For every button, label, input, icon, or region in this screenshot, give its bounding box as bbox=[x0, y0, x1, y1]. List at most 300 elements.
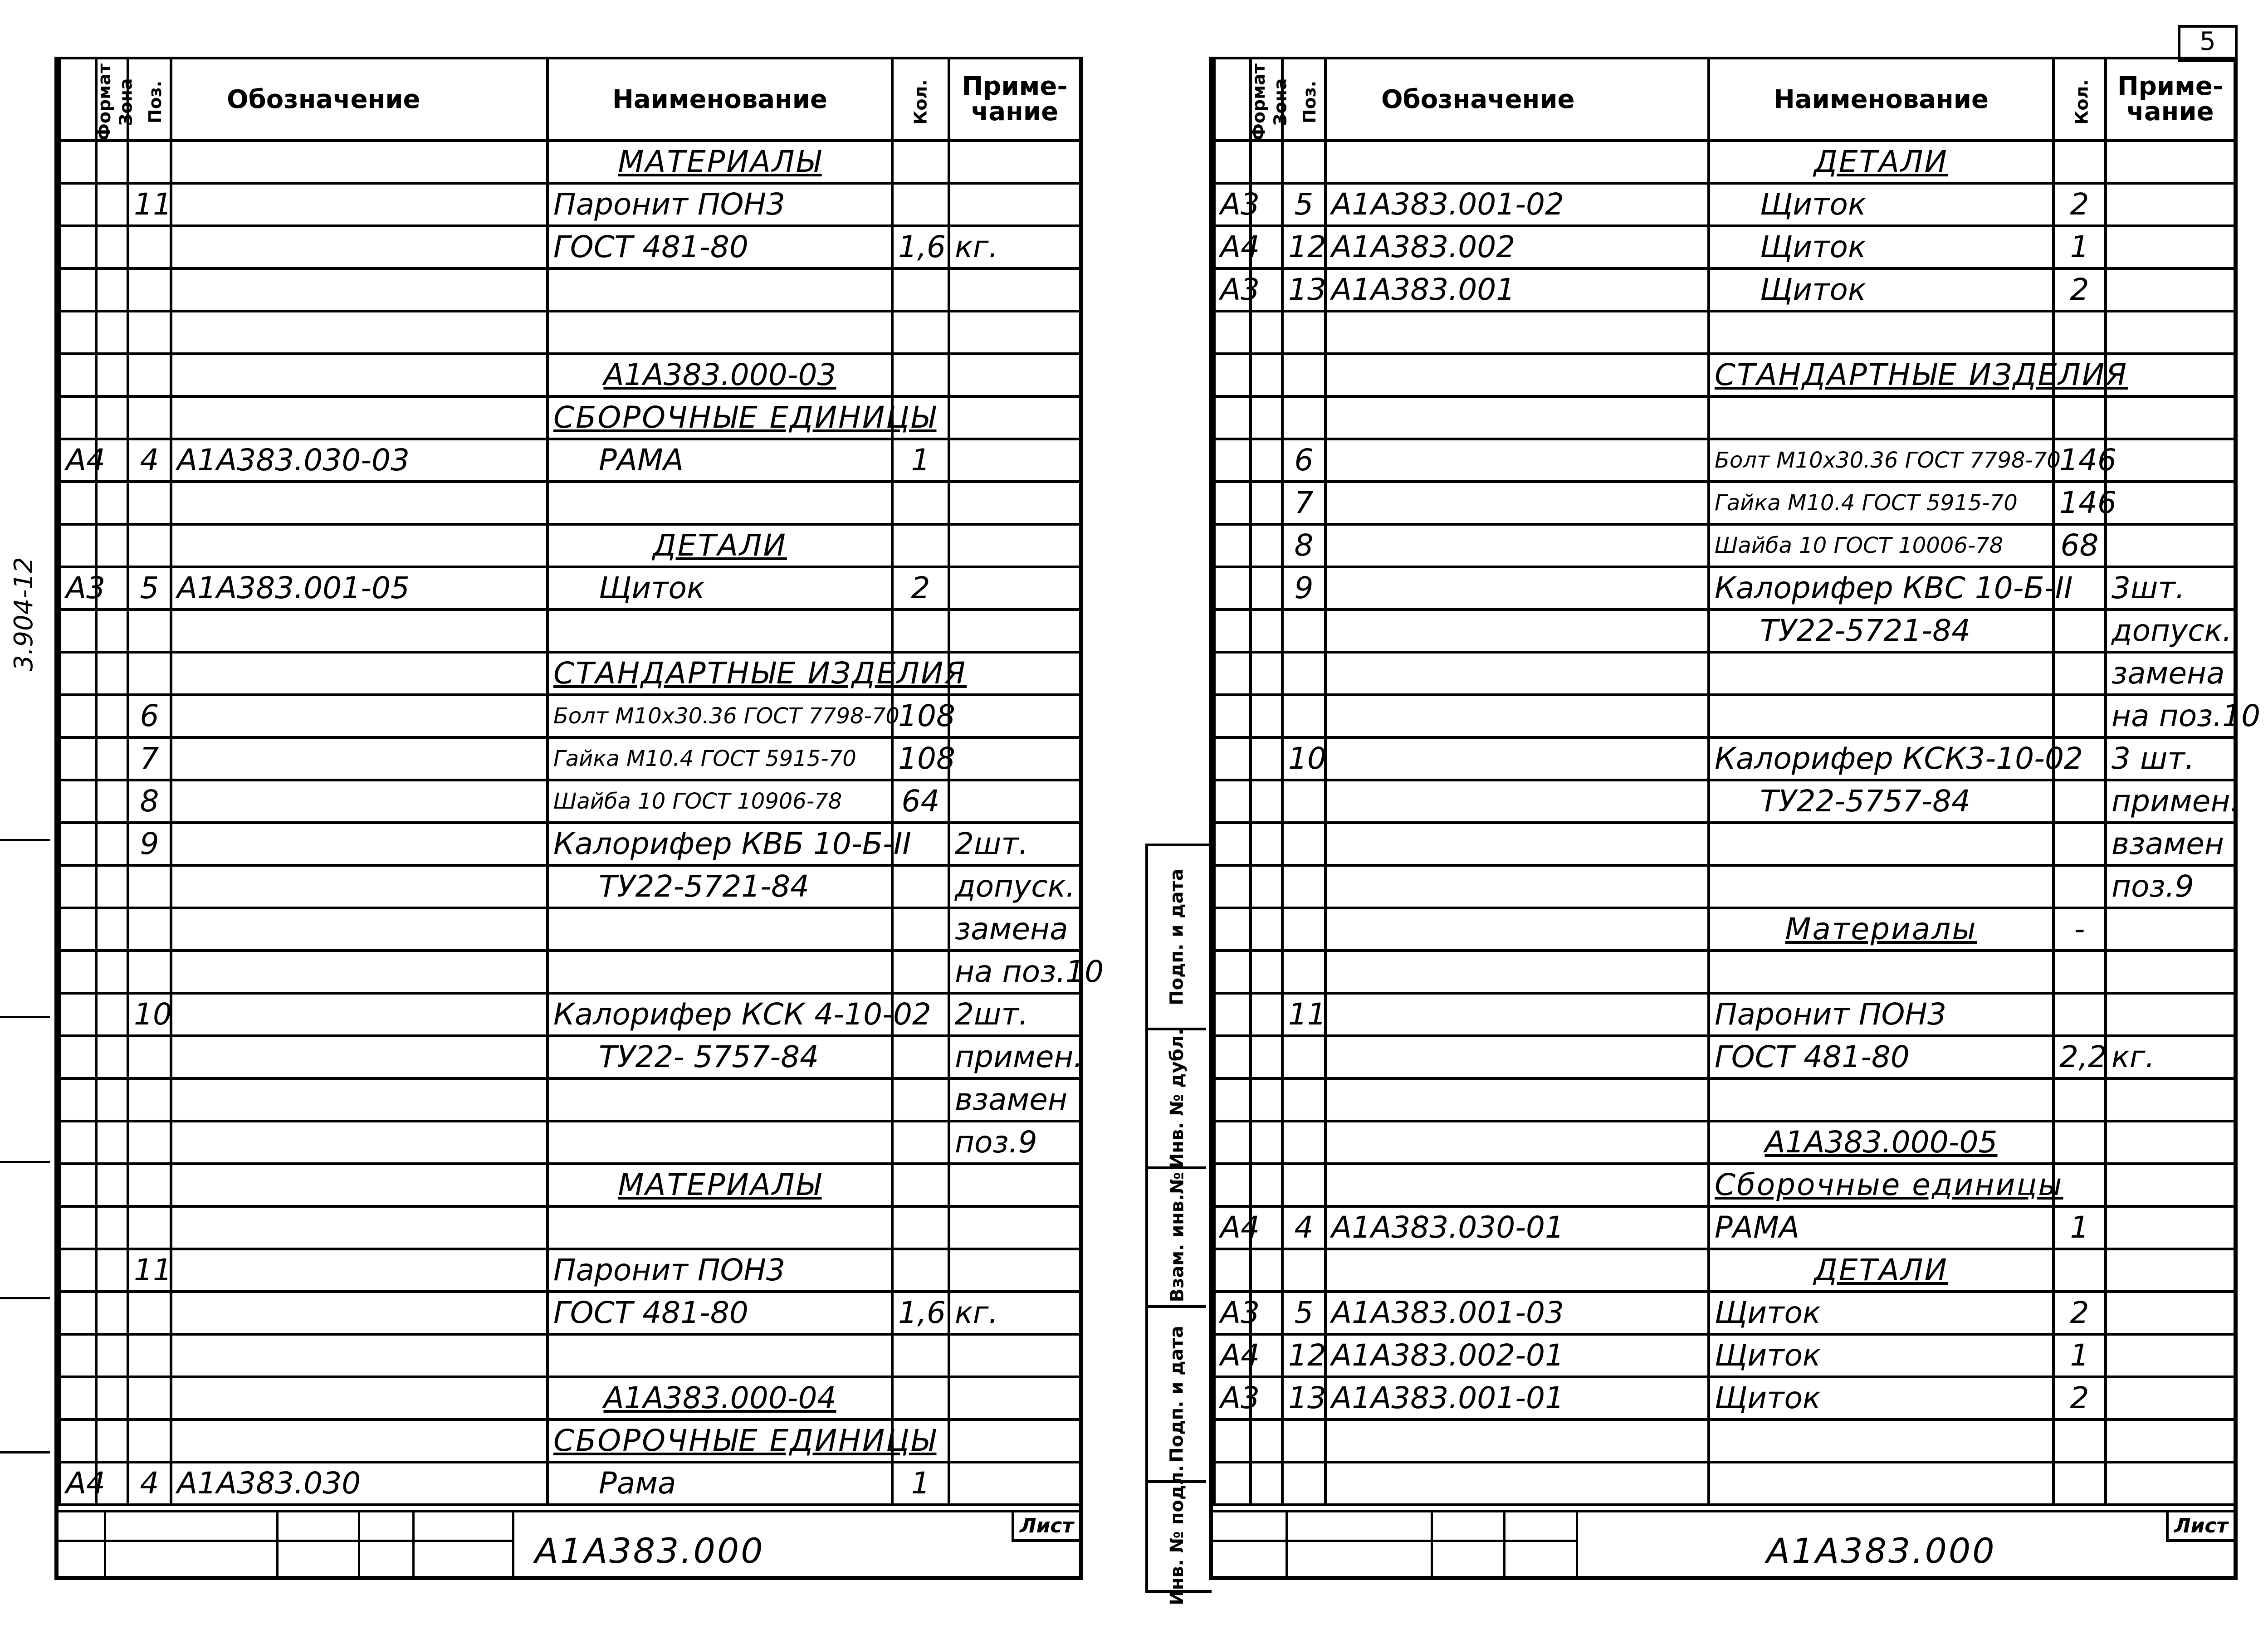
cell-zone bbox=[1251, 396, 1282, 439]
cell-format bbox=[60, 951, 96, 993]
cell-pos bbox=[1282, 610, 1325, 652]
cell-name bbox=[1709, 695, 2053, 737]
cell-format bbox=[1214, 396, 1251, 439]
cell-format bbox=[60, 396, 96, 439]
table-row bbox=[60, 695, 1080, 737]
cell-qty: 2,2 bbox=[2053, 1036, 2106, 1078]
table-row bbox=[60, 1078, 1080, 1121]
cell-name bbox=[1709, 951, 2053, 993]
cell-name bbox=[1709, 1462, 2053, 1505]
cell-pos bbox=[128, 652, 171, 695]
cell-designation bbox=[1325, 396, 1709, 439]
cell-designation bbox=[1325, 780, 1709, 823]
cell-designation bbox=[171, 695, 547, 737]
cell-name: ДЕТАЛИ bbox=[1709, 141, 2053, 183]
cell-designation: А1А383.002-01 bbox=[1325, 1334, 1709, 1377]
cell-zone bbox=[96, 1164, 128, 1206]
cell-format bbox=[1214, 695, 1251, 737]
cell-zone bbox=[1251, 737, 1282, 780]
header-name: Наименование bbox=[547, 58, 892, 141]
cell-zone bbox=[1251, 439, 1282, 482]
cell-name: Болт М10х30.36 ГОСТ 7798-70 bbox=[1709, 439, 2053, 482]
table-row bbox=[60, 737, 1080, 780]
cell-qty: 1,6 bbox=[892, 1292, 949, 1334]
cell-pos bbox=[1282, 695, 1325, 737]
table-row bbox=[60, 311, 1080, 354]
cell-note: примен. bbox=[949, 1036, 1080, 1078]
cell-note bbox=[949, 141, 1080, 183]
table-row bbox=[60, 1334, 1080, 1377]
cell-note: кг. bbox=[949, 1292, 1080, 1334]
cell-zone bbox=[1251, 524, 1282, 567]
cell-pos bbox=[128, 226, 171, 268]
cell-pos bbox=[1282, 311, 1325, 354]
cell-designation bbox=[171, 183, 547, 226]
header-note: Приме- чание bbox=[2106, 58, 2235, 141]
cell-designation bbox=[171, 780, 547, 823]
cell-pos bbox=[1282, 780, 1325, 823]
table-row bbox=[1214, 524, 2235, 567]
cell-format bbox=[1214, 1419, 1251, 1462]
cell-designation bbox=[1325, 1462, 1709, 1505]
cell-designation bbox=[171, 1377, 547, 1419]
cell-designation: А1А383.001-01 bbox=[1325, 1377, 1709, 1419]
table-row bbox=[60, 226, 1080, 268]
margin-tick bbox=[0, 1451, 50, 1454]
cell-zone bbox=[96, 1121, 128, 1164]
cell-format: А3 bbox=[60, 567, 96, 610]
cell-designation bbox=[171, 1078, 547, 1121]
title-block-left bbox=[59, 1510, 1079, 1576]
cell-pos bbox=[128, 268, 171, 311]
header-zone: Зона bbox=[96, 58, 128, 141]
table-row bbox=[60, 354, 1080, 396]
cell-designation bbox=[171, 1292, 547, 1334]
cell-zone bbox=[96, 737, 128, 780]
cell-format: А3 bbox=[1214, 268, 1251, 311]
table-row bbox=[60, 1462, 1080, 1505]
cell-designation bbox=[1325, 652, 1709, 695]
cell-qty: 68 bbox=[2053, 524, 2106, 567]
cell-name: Калорифер КСК 4-10-02 bbox=[547, 993, 892, 1036]
cell-format bbox=[60, 993, 96, 1036]
table-row bbox=[1214, 823, 2235, 865]
stamp-cell: Инв. № дубл. bbox=[1148, 1030, 1206, 1169]
cell-note bbox=[2106, 268, 2235, 311]
cell-note bbox=[949, 780, 1080, 823]
cell-name bbox=[547, 1206, 892, 1249]
cell-name: СТАНДАРТНЫЕ ИЗДЕЛИЯ bbox=[547, 652, 892, 695]
table-row bbox=[1214, 865, 2235, 908]
cell-zone bbox=[96, 951, 128, 993]
table-row bbox=[1214, 1419, 2235, 1462]
cell-qty: - bbox=[2053, 908, 2106, 951]
cell-pos bbox=[128, 1377, 171, 1419]
cell-pos bbox=[1282, 396, 1325, 439]
cell-zone bbox=[1251, 482, 1282, 524]
cell-name: Калорифер КВБ 10-Б-II bbox=[547, 823, 892, 865]
cell-note: допуск. bbox=[949, 865, 1080, 908]
cell-note: поз.9 bbox=[2106, 865, 2235, 908]
cell-pos bbox=[1282, 652, 1325, 695]
table-row bbox=[60, 823, 1080, 865]
cell-qty bbox=[2053, 311, 2106, 354]
cell-pos bbox=[128, 482, 171, 524]
table-row bbox=[1214, 780, 2235, 823]
cell-name: Калорифер КСК3-10-02 bbox=[1709, 737, 2053, 780]
cell-pos: 12 bbox=[1282, 1334, 1325, 1377]
cell-note bbox=[2106, 141, 2235, 183]
cell-note bbox=[2106, 908, 2235, 951]
cell-format bbox=[60, 695, 96, 737]
cell-format bbox=[60, 1206, 96, 1249]
cell-zone bbox=[1251, 865, 1282, 908]
table-row bbox=[1214, 1249, 2235, 1292]
cell-pos bbox=[1282, 354, 1325, 396]
table-row bbox=[60, 439, 1080, 482]
cell-designation bbox=[1325, 737, 1709, 780]
cell-name: ГОСТ 481-80 bbox=[1709, 1036, 2053, 1078]
cell-pos: 4 bbox=[128, 439, 171, 482]
table-row bbox=[60, 652, 1080, 695]
title-block-right bbox=[1213, 1510, 2234, 1576]
cell-qty bbox=[2053, 951, 2106, 993]
cell-designation bbox=[171, 1334, 547, 1377]
cell-designation: А1А383.030-01 bbox=[1325, 1206, 1709, 1249]
cell-name bbox=[547, 1334, 892, 1377]
cell-note bbox=[949, 439, 1080, 482]
cell-note bbox=[949, 1206, 1080, 1249]
cell-zone bbox=[1251, 1462, 1282, 1505]
table-row bbox=[60, 482, 1080, 524]
cell-note bbox=[949, 482, 1080, 524]
cell-qty bbox=[2053, 1462, 2106, 1505]
cell-zone bbox=[96, 1249, 128, 1292]
cell-zone bbox=[1251, 652, 1282, 695]
header-designation: Обозначение bbox=[171, 58, 547, 141]
cell-note bbox=[949, 1377, 1080, 1419]
cell-pos bbox=[128, 1078, 171, 1121]
cell-note: взамен bbox=[949, 1078, 1080, 1121]
cell-qty bbox=[892, 1036, 949, 1078]
cell-format bbox=[60, 780, 96, 823]
cell-qty: 2 bbox=[2053, 268, 2106, 311]
cell-name: Паронит ПОН3 bbox=[1709, 993, 2053, 1036]
cell-qty: 2 bbox=[892, 567, 949, 610]
header-designation: Обозначение bbox=[1325, 58, 1709, 141]
cell-pos bbox=[1282, 1462, 1325, 1505]
cell-format bbox=[60, 268, 96, 311]
cell-pos: 6 bbox=[128, 695, 171, 737]
left-sheet bbox=[54, 57, 1104, 1580]
cell-note bbox=[2106, 1206, 2235, 1249]
cell-zone bbox=[96, 524, 128, 567]
cell-zone bbox=[96, 1036, 128, 1078]
cell-zone bbox=[96, 141, 128, 183]
cell-note bbox=[949, 311, 1080, 354]
cell-designation bbox=[1325, 865, 1709, 908]
table-row bbox=[1214, 652, 2235, 695]
cell-qty: 146 bbox=[2053, 482, 2106, 524]
cell-format: А4 bbox=[60, 439, 96, 482]
table-row bbox=[1214, 1334, 2235, 1377]
cell-note bbox=[949, 268, 1080, 311]
cell-note bbox=[949, 737, 1080, 780]
cell-qty bbox=[2053, 1249, 2106, 1292]
cell-pos bbox=[1282, 1036, 1325, 1078]
cell-name bbox=[1709, 396, 2053, 439]
margin-note: 3.904-12 bbox=[9, 557, 39, 671]
header-name: Наименование bbox=[1709, 58, 2053, 141]
cell-pos: 11 bbox=[1282, 993, 1325, 1036]
cell-format bbox=[1214, 567, 1251, 610]
cell-note bbox=[949, 183, 1080, 226]
cell-qty bbox=[2053, 1078, 2106, 1121]
cell-note bbox=[2106, 524, 2235, 567]
cell-zone bbox=[96, 1078, 128, 1121]
table-row bbox=[60, 610, 1080, 652]
table-row bbox=[1214, 1164, 2235, 1206]
cell-format bbox=[1214, 865, 1251, 908]
cell-qty bbox=[892, 524, 949, 567]
cell-designation bbox=[171, 652, 547, 695]
cell-designation bbox=[171, 610, 547, 652]
cell-note bbox=[949, 567, 1080, 610]
cell-designation bbox=[171, 268, 547, 311]
cell-name: Шайба 10 ГОСТ 10006-78 bbox=[1709, 524, 2053, 567]
cell-qty bbox=[892, 1334, 949, 1377]
cell-note bbox=[2106, 226, 2235, 268]
cell-format bbox=[1214, 1164, 1251, 1206]
sheet-label: Лист bbox=[1012, 1512, 1079, 1542]
cell-pos bbox=[128, 865, 171, 908]
table-row bbox=[60, 524, 1080, 567]
cell-name: Щиток bbox=[1709, 1377, 2053, 1419]
cell-note: замена bbox=[2106, 652, 2235, 695]
cell-qty: 108 bbox=[892, 695, 949, 737]
cell-zone bbox=[96, 865, 128, 908]
cell-format: А3 bbox=[1214, 183, 1251, 226]
cell-note: на поз.10 bbox=[2106, 695, 2235, 737]
table-row bbox=[1214, 908, 2235, 951]
cell-name bbox=[547, 311, 892, 354]
cell-zone bbox=[96, 268, 128, 311]
cell-zone bbox=[1251, 695, 1282, 737]
cell-format: А3 bbox=[1214, 1377, 1251, 1419]
cell-name bbox=[547, 951, 892, 993]
table-row bbox=[60, 1036, 1080, 1078]
cell-note: 2шт. bbox=[949, 823, 1080, 865]
table-row bbox=[1214, 1377, 2235, 1419]
cell-qty: 1 bbox=[892, 439, 949, 482]
table-row bbox=[60, 141, 1080, 183]
cell-note bbox=[2106, 993, 2235, 1036]
cell-pos bbox=[128, 311, 171, 354]
cell-format bbox=[60, 1334, 96, 1377]
cell-note: на поз.10 bbox=[949, 951, 1080, 993]
cell-name: А1А383.000-05 bbox=[1709, 1121, 2053, 1164]
header-zone: Зона bbox=[1251, 58, 1282, 141]
cell-format bbox=[1214, 823, 1251, 865]
cell-designation bbox=[1325, 993, 1709, 1036]
cell-pos: 13 bbox=[1282, 268, 1325, 311]
cell-format bbox=[60, 1377, 96, 1419]
cell-qty: 108 bbox=[892, 737, 949, 780]
cell-pos bbox=[128, 1036, 171, 1078]
cell-zone bbox=[1251, 1121, 1282, 1164]
cell-format bbox=[1214, 1078, 1251, 1121]
cell-format bbox=[60, 1292, 96, 1334]
cell-pos: 11 bbox=[128, 1249, 171, 1292]
cell-note bbox=[2106, 1292, 2235, 1334]
header-qty: Кол. bbox=[892, 58, 949, 141]
cell-note bbox=[949, 695, 1080, 737]
cell-format bbox=[60, 652, 96, 695]
cell-designation bbox=[1325, 1036, 1709, 1078]
cell-zone bbox=[1251, 141, 1282, 183]
cell-name: Гайка М10.4 ГОСТ 5915-70 bbox=[1709, 482, 2053, 524]
cell-format bbox=[1214, 311, 1251, 354]
table-row bbox=[1214, 1206, 2235, 1249]
cell-pos bbox=[1282, 1419, 1325, 1462]
cell-qty bbox=[892, 1164, 949, 1206]
table-row bbox=[60, 1206, 1080, 1249]
cell-name: ГОСТ 481-80 bbox=[547, 226, 892, 268]
cell-designation bbox=[171, 226, 547, 268]
table-row bbox=[1214, 1121, 2235, 1164]
cell-zone bbox=[1251, 1036, 1282, 1078]
cell-name: ТУ22-5757-84 bbox=[1709, 780, 2053, 823]
cell-qty bbox=[2053, 695, 2106, 737]
cell-qty bbox=[2053, 610, 2106, 652]
table-row bbox=[1214, 311, 2235, 354]
cell-name: А1А383.000-04 bbox=[547, 1377, 892, 1419]
cell-format bbox=[1214, 439, 1251, 482]
cell-designation bbox=[171, 482, 547, 524]
cell-format bbox=[1214, 737, 1251, 780]
cell-format bbox=[1214, 524, 1251, 567]
table-row bbox=[1214, 1036, 2235, 1078]
cell-note bbox=[2106, 1419, 2235, 1462]
cell-note bbox=[2106, 311, 2235, 354]
table-row bbox=[60, 1164, 1080, 1206]
cell-name bbox=[1709, 1078, 2053, 1121]
cell-zone bbox=[1251, 823, 1282, 865]
cell-designation bbox=[1325, 1164, 1709, 1206]
cell-designation: А1А383.001-03 bbox=[1325, 1292, 1709, 1334]
stamp-cell: Подп. и дата bbox=[1148, 846, 1206, 1030]
table-row bbox=[1214, 1462, 2235, 1505]
cell-note bbox=[949, 1249, 1080, 1292]
cell-designation: А1А383.030 bbox=[171, 1462, 547, 1505]
cell-name bbox=[1709, 823, 2053, 865]
cell-format bbox=[1214, 1462, 1251, 1505]
cell-name bbox=[1709, 652, 2053, 695]
cell-format bbox=[60, 908, 96, 951]
cell-designation bbox=[171, 1206, 547, 1249]
page-number: 5 bbox=[2178, 25, 2238, 62]
cell-format bbox=[1214, 1121, 1251, 1164]
cell-zone bbox=[96, 396, 128, 439]
cell-qty: 1 bbox=[2053, 1334, 2106, 1377]
cell-name bbox=[547, 908, 892, 951]
spec-table-left bbox=[59, 57, 1104, 1506]
cell-pos bbox=[128, 354, 171, 396]
cell-pos: 13 bbox=[1282, 1377, 1325, 1419]
cell-qty bbox=[892, 1121, 949, 1164]
cell-designation bbox=[1325, 354, 1709, 396]
stamp-strip bbox=[1145, 844, 1212, 1605]
cell-note bbox=[949, 354, 1080, 396]
cell-pos bbox=[128, 610, 171, 652]
cell-pos bbox=[128, 908, 171, 951]
cell-name: СТАНДАРТНЫЕ ИЗДЕЛИЯ bbox=[1709, 354, 2053, 396]
cell-pos: 5 bbox=[1282, 1292, 1325, 1334]
cell-zone bbox=[1251, 354, 1282, 396]
cell-name bbox=[547, 268, 892, 311]
table-row bbox=[60, 1419, 1080, 1462]
table-row bbox=[1214, 737, 2235, 780]
cell-note bbox=[949, 396, 1080, 439]
cell-qty bbox=[2053, 780, 2106, 823]
cell-format bbox=[1214, 652, 1251, 695]
cell-pos: 4 bbox=[1282, 1206, 1325, 1249]
cell-note: взамен bbox=[2106, 823, 2235, 865]
cell-note bbox=[2106, 183, 2235, 226]
cell-note bbox=[2106, 482, 2235, 524]
cell-name bbox=[1709, 311, 2053, 354]
cell-designation bbox=[1325, 695, 1709, 737]
cell-format: А4 bbox=[1214, 226, 1251, 268]
cell-format bbox=[1214, 1036, 1251, 1078]
cell-pos bbox=[1282, 951, 1325, 993]
cell-format bbox=[60, 1249, 96, 1292]
cell-qty: 64 bbox=[892, 780, 949, 823]
cell-qty bbox=[892, 482, 949, 524]
cell-note bbox=[2106, 1078, 2235, 1121]
cell-designation: А1А383.001 bbox=[1325, 268, 1709, 311]
cell-pos bbox=[128, 524, 171, 567]
spec-table-right bbox=[1213, 57, 2261, 1506]
table-row bbox=[60, 1121, 1080, 1164]
cell-format bbox=[60, 1078, 96, 1121]
cell-format bbox=[1214, 141, 1251, 183]
cell-format: А3 bbox=[1214, 1292, 1251, 1334]
cell-format bbox=[1214, 908, 1251, 951]
stamp-cell: Инв. № подл. bbox=[1167, 1465, 1188, 1605]
cell-qty bbox=[2053, 823, 2106, 865]
table-row bbox=[1214, 951, 2235, 993]
table-row bbox=[1214, 993, 2235, 1036]
cell-designation bbox=[171, 737, 547, 780]
cell-note bbox=[2106, 1334, 2235, 1377]
cell-designation bbox=[171, 951, 547, 993]
cell-designation bbox=[1325, 1249, 1709, 1292]
cell-designation bbox=[1325, 908, 1709, 951]
cell-zone bbox=[96, 226, 128, 268]
cell-zone bbox=[96, 354, 128, 396]
cell-zone bbox=[96, 780, 128, 823]
cell-name: Щиток bbox=[1709, 268, 2053, 311]
cell-pos bbox=[128, 1206, 171, 1249]
header-pos: Поз. bbox=[128, 58, 171, 141]
header-row bbox=[60, 58, 1080, 141]
cell-pos bbox=[128, 1121, 171, 1164]
cell-format bbox=[60, 1121, 96, 1164]
cell-zone bbox=[96, 695, 128, 737]
table-row bbox=[60, 1249, 1080, 1292]
cell-designation bbox=[171, 908, 547, 951]
